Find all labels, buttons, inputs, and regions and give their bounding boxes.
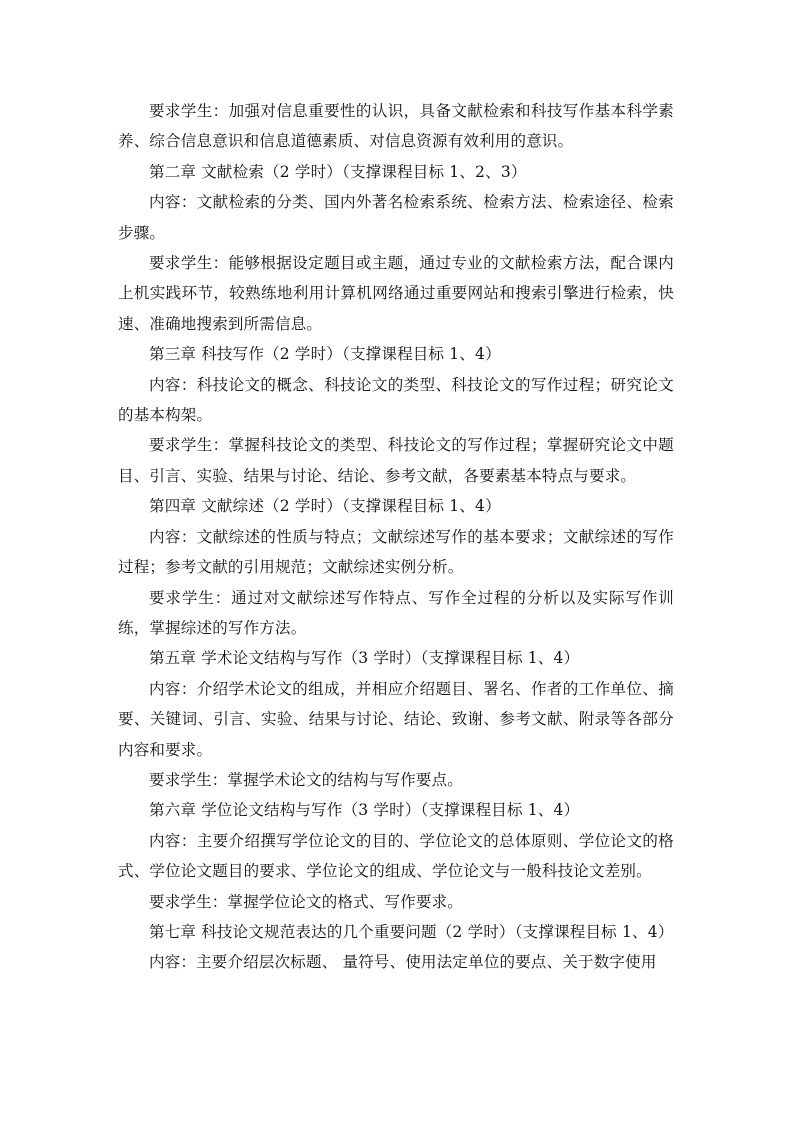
chapter-5-heading: 第五章 学术论文结构与写作（3 学时）（支撑课程目标 1、4） bbox=[149, 649, 580, 668]
paragraph-content-ch2: 内容：文献检索的分类、国内外著名检索系统、检索方法、检索途径、检索步骤。 bbox=[118, 193, 674, 242]
chapter-4-heading: 第四章 文献综述（2 学时）（支撑课程目标 1、4） bbox=[149, 497, 501, 516]
chapter-3-heading: 第三章 科技写作（2 学时）（支撑课程目标 1、4） bbox=[149, 345, 501, 364]
chapter-6-heading: 第六章 学位论文结构与写作（3 学时）（支撑课程目标 1、4） bbox=[149, 801, 580, 820]
paragraph-content-ch6: 内容：主要介绍撰写学位论文的目的、学位论文的总体原则、学位论文的格式、学位论文题目的要求、学位论文的组成、学位论文与一般科技论文差别。 bbox=[118, 831, 674, 881]
paragraph-requirements-ch4: 要求学生：通过对文献综述写作特点、写作全过程的分析以及实际写作训练，掌握综述的写作方法。 bbox=[118, 588, 674, 637]
paragraph-requirements-ch6: 要求学生：掌握学位论文的格式、写作要求。 bbox=[149, 892, 464, 911]
paragraph-content-ch4: 内容：文献综述的性质与特点；文献综述写作的基本要求；文献综述的写作过程；参考文献的引用规范；文献综述实例分析。 bbox=[118, 527, 674, 577]
paragraph-content-ch7: 内容：主要介绍层次标题、 量符号、使用法定单位的要点、关于数字使用 bbox=[149, 953, 657, 972]
paragraph-requirements-ch2: 要求学生：能够根据设定题目或主题，通过专业的文献检索方法，配合课内上机实践环节，较熟练地利用计算机网络通过重要网站和搜索引擎进行检索，快速、准确地搜索到所需信息。 bbox=[118, 254, 674, 333]
chapter-2-heading: 第二章 文献检索（2 学时）（支撑课程目标 1、2、3） bbox=[149, 162, 527, 181]
paragraph-requirements-ch1: 要求学生：加强对信息重要性的认识，具备文献检索和科技写作基本科学素养、综合信息意识和信息道德素质、对信息资源有效利用的意识。 bbox=[118, 102, 674, 151]
paragraph-requirements-ch5: 要求学生：掌握学术论文的结构与写作要点。 bbox=[149, 770, 464, 789]
chapter-7-heading: 第七章 科技论文规范表达的几个重要问题（2 学时）（支撑课程目标 1、4） bbox=[149, 922, 674, 941]
paragraph-content-ch3: 内容：科技论文的概念、科技论文的类型、科技论文的写作过程；研究论文的基本构架。 bbox=[118, 375, 674, 425]
paragraph-content-ch5: 内容：介绍学术论文的组成，并相应介绍题目、署名、作者的工作单位、摘要、关键词、引言、实验、结果与讨论、结论、致谢、参考文献、附录等各部分内容和要求。 bbox=[118, 679, 674, 759]
paragraph-requirements-ch3: 要求学生：掌握科技论文的类型、科技论文的写作过程；掌握研究论文中题目、引言、实验、结果与讨论、结论、参考文献，各要素基本特点与要求。 bbox=[118, 436, 674, 485]
document-page bbox=[118, 96, 674, 978]
